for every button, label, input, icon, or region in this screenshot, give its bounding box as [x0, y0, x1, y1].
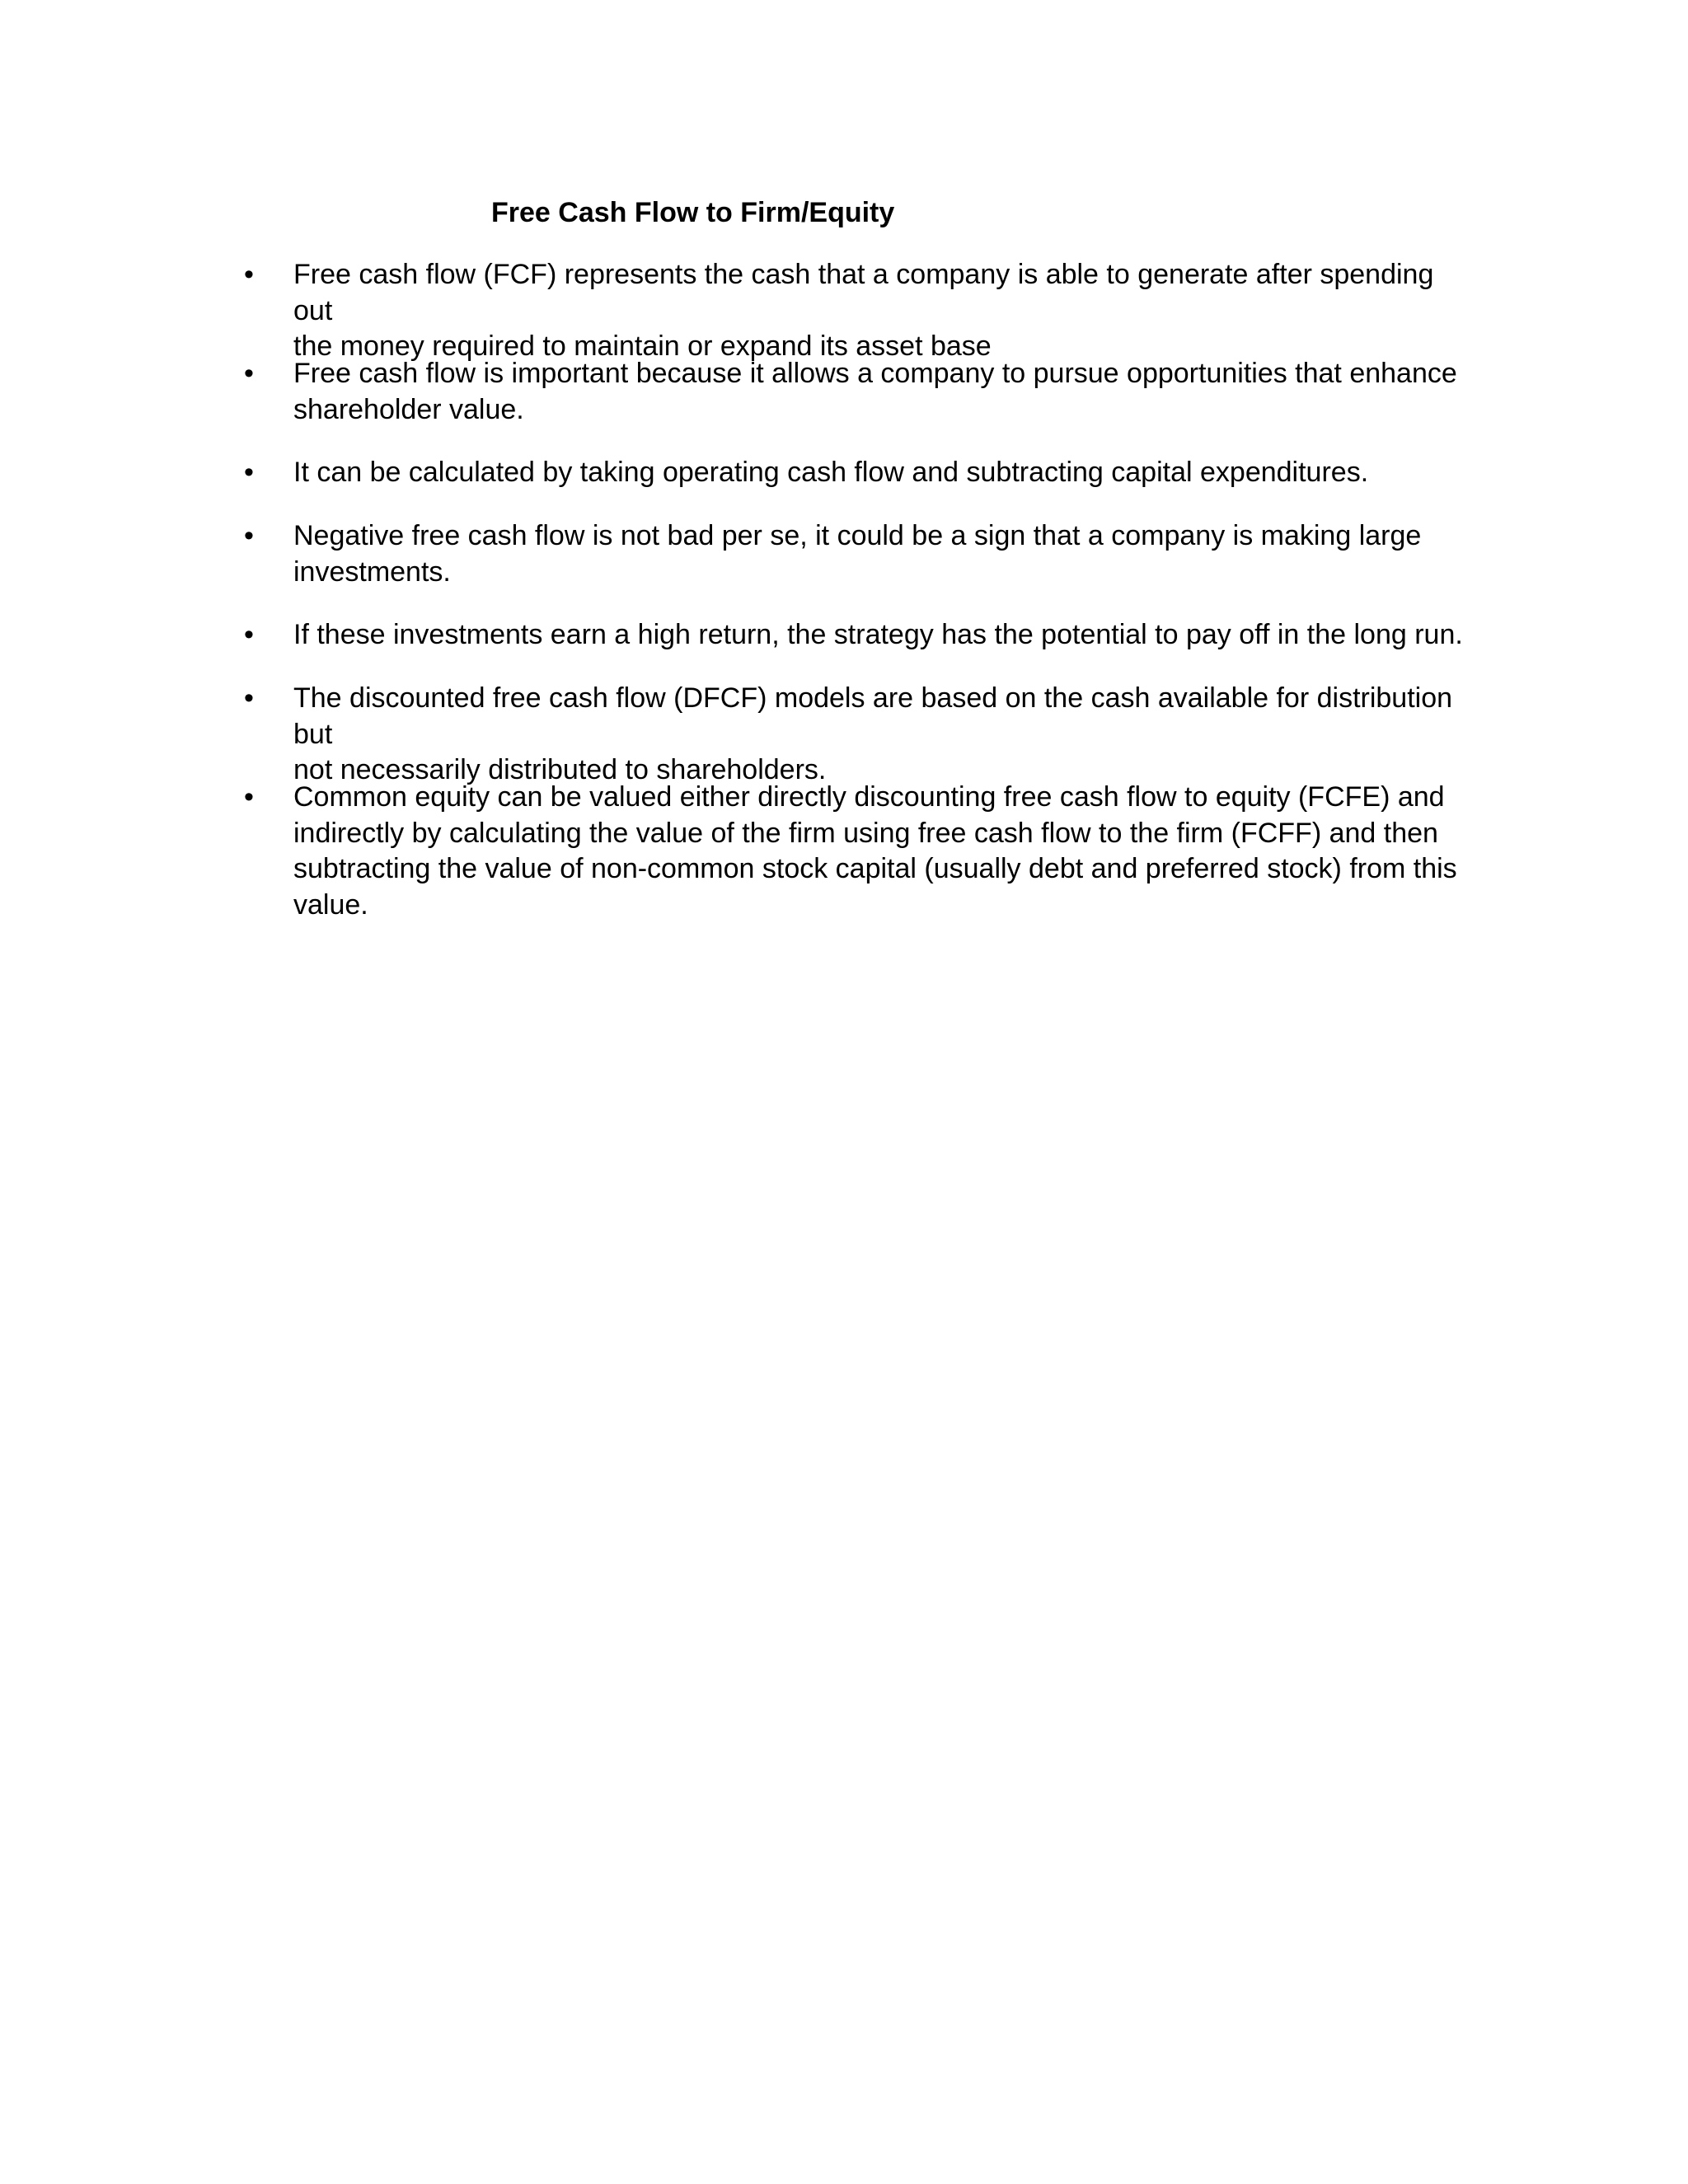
bullet-text: Free cash flow is important because it allows a company to pursue opportunities that enhance shareholder value. — [293, 358, 1457, 425]
bullet-mark: • — [244, 781, 254, 813]
bullet-mark: • — [244, 619, 254, 650]
bullet-mark: • — [244, 259, 254, 290]
bullet-text: Free cash flow (FCF) represents the cash that a company is able to generate after spending out the money required to maintain or expand its asset base — [293, 259, 1434, 362]
bullet-text: It can be calculated by taking operating cash flow and subtracting capital expenditures. — [293, 457, 1369, 488]
bullet-text: If these investments earn a high return, the strategy has the potential to pay off in the long run. — [293, 619, 1463, 650]
bullet-mark: • — [244, 358, 254, 389]
bullet-mark: • — [244, 457, 254, 488]
bullet-text: Common equity can be valued either directly discounting free cash flow to equity (FCFE) and indirectly by calculating the value of the firm using free cash flow to the firm (FCFF) and then subtracting the value of non-common stock capital (usually debt and preferred stock) from this value. — [293, 781, 1457, 921]
bullet-mark: • — [244, 682, 254, 714]
document-title: Free Cash Flow to Firm/Equity — [491, 197, 895, 228]
bullet-text: Negative free cash flow is not bad per se, it could be a sign that a company is making large investments. — [293, 520, 1422, 588]
bullet-text: The discounted free cash flow (DFCF) models are based on the cash available for distribution but not necessarily distributed to shareholders. — [293, 682, 1453, 785]
bullet-mark: • — [244, 520, 254, 551]
